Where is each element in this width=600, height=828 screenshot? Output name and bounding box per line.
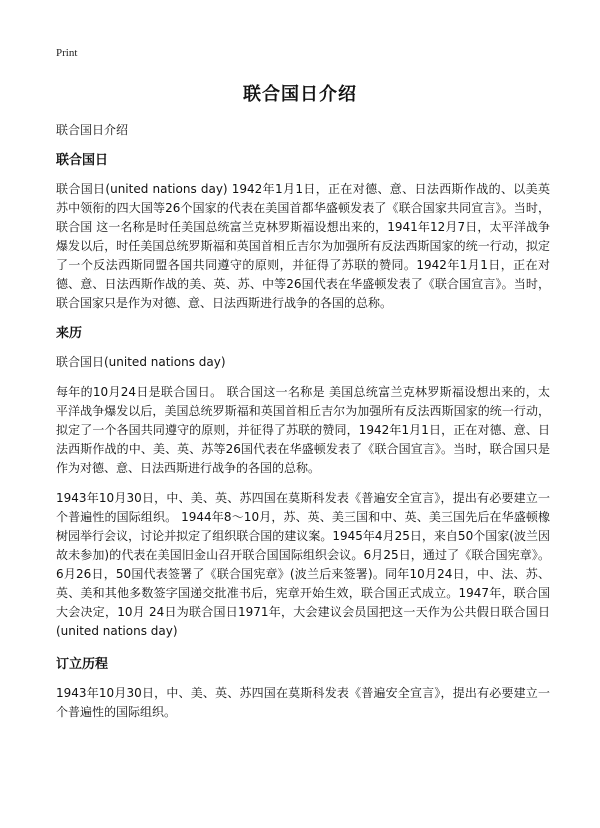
paragraph-origin-1: 每年的10月24日是联合国日。 联合国这一名称是 美国总统富兰克林罗斯福设想出来的，太平洋战争爆发以后，美国总统罗斯福和英国首相丘吉尔为加强所有反法西斯国家的统一行动，拟定了一个各国共同遵守的原则，并征得了苏联的赞同，1942年1月1日，正在对德、意、日法西斯作战的中、美、英、苏等26国代表在华盛顿发表了《联合国宣言》。当时，联合国只是作为对德、意、日法西斯进行战争的各国的总称。	[56, 385, 550, 475]
document-subtitle: 联合国日介绍	[56, 123, 129, 137]
section-heading-origin: 来历	[56, 326, 83, 341]
print-label: Print	[56, 47, 78, 59]
section-heading-process: 订立历程	[56, 657, 109, 672]
paragraph-un-day-intro: 联合国日(united nations day) 1942年1月1日，正在对德、意、日法西斯作战的、以美英苏中领衔的四大国等26个国家的代表在美国首都华盛顿发表了《联合国家共同宣言》。当时，联合国 这一名称是时任美国总统富兰克林罗斯福设想出来的，1941年12月7日，太平洋战争爆发以后，时任美国总统罗斯福和英国首相丘吉尔为加强所有反法西斯国家的统一行动，拟定了一个反法西斯同盟各国共同遵守的原则，并征得了苏联的赞同。1942年1月1日，正在对德、意、日法西斯作战的美、英、苏、中等26国代表在华盛顿发表了《联合国宣言》。当时，联合国家只是作为对德、意、日法西斯进行战争的各国的总称。	[56, 182, 550, 310]
page-title: 联合国日介绍	[243, 84, 357, 105]
section-heading-un-day: 联合国日	[56, 153, 109, 168]
paragraph-process: 1943年10月30日，中、美、英、苏四国在莫斯科发表《普遍安全宣言》，提出有必要建立一个普遍性的国际组织。	[56, 686, 550, 719]
document-body	[56, 121, 550, 733]
paragraph-origin-2: 1943年10月30日，中、美、英、苏四国在莫斯科发表《普遍安全宣言》，提出有必要建立一个普遍性的国际组织。 1944年8～10月，苏、英、美三国和中、英、美三国先后在华盛顿橡树园举行会议，讨论并拟定了组织联合国的建议案。1945年4月25日，来自50个国家(波兰因故未参加)的代表在美国旧金山召开联合国国际组织会议。6月25日，通过了《联合国宪章》。6月26日，50国代表签署了《联合国宪章》(波兰后来签署)。同年10月24日，中、法、苏、英、美和其他多数签字国递交批准书后，宪章开始生效，联合国正式成立。1947年，联合国大会决定，10月 24日为联合国日1971年，大会建议会员国把这一天作为公共假日联合国日(united nations day)	[56, 491, 550, 638]
origin-name-line: 联合国日(united nations day)	[56, 355, 226, 369]
